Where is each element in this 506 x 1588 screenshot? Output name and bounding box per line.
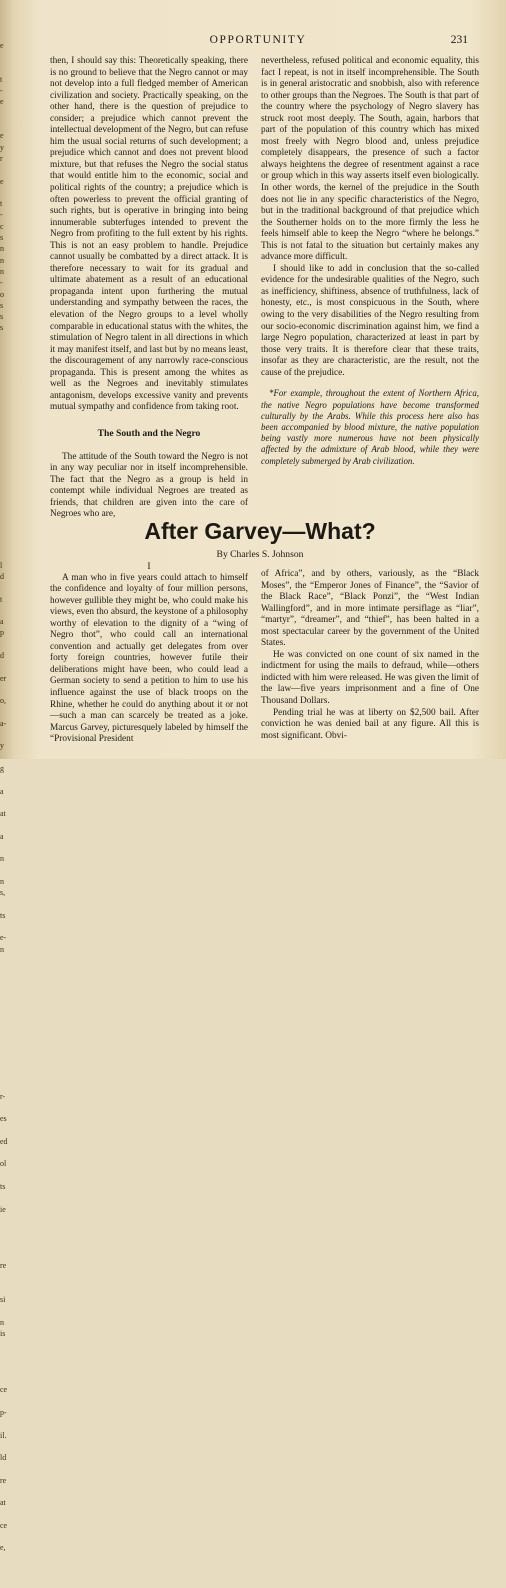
gutter-letter	[0, 345, 12, 356]
section-number: I	[147, 561, 151, 572]
gutter-letter	[0, 514, 12, 525]
gutter-letter	[0, 334, 12, 345]
gutter-letter	[0, 548, 12, 559]
gutter-letter	[0, 379, 12, 390]
gutter-letter	[0, 1045, 12, 1056]
article-title: After Garvey—What?	[144, 518, 376, 544]
gutter-letter: t	[0, 74, 3, 84]
gutter-letter	[0, 1418, 12, 1429]
gutter-letter	[0, 51, 12, 62]
gutter-letter	[0, 368, 12, 379]
gutter-letter: -	[0, 86, 3, 96]
gutter-letter	[0, 966, 12, 977]
gutter-letter	[0, 752, 12, 763]
gutter-letter	[0, 1102, 12, 1113]
gutter-letter: er	[0, 673, 7, 683]
gutter-letter	[0, 435, 12, 446]
gutter-letter	[0, 1362, 12, 1373]
gutter-letter: a	[0, 831, 4, 841]
gutter-letter: a	[0, 786, 4, 796]
gutter-letter: g	[0, 764, 4, 773]
gutter-letter	[0, 1192, 12, 1203]
gutter-letter: is	[0, 1328, 6, 1338]
gutter-letter	[0, 1396, 12, 1407]
gutter-letter: si	[0, 1294, 6, 1304]
gutter-letter	[0, 1271, 12, 1282]
gutter-letter: n	[0, 1317, 4, 1327]
gutter-letter: ce	[0, 1385, 8, 1395]
section-subheading: The South and the Negro	[97, 427, 201, 439]
gutter-letter	[0, 1373, 12, 1384]
gutter-letter	[0, 1509, 12, 1520]
gutter-letter	[0, 526, 12, 537]
gutter-letter: d	[0, 571, 4, 581]
gutter-letter	[0, 164, 12, 175]
gutter-letter: o,	[0, 696, 6, 706]
gutter-letter	[0, 119, 12, 130]
gutter-letter: e	[0, 176, 4, 186]
gutter-letter	[0, 797, 12, 808]
gutter-letter	[0, 1012, 12, 1023]
gutter-letter	[0, 1170, 12, 1181]
gutter-letter: l	[0, 560, 3, 570]
gutter-letter: n	[0, 255, 4, 265]
article-byline: By Charles S. Johnson	[216, 549, 304, 560]
gutter-letter: e	[0, 97, 4, 107]
adjacent-page-gutter	[0, 40, 12, 1553]
gutter-letter: n	[0, 876, 4, 886]
gutter-letter: ce	[0, 1520, 8, 1530]
gutter-letter: y	[0, 741, 4, 751]
running-header	[40, 34, 476, 48]
gutter-letter	[0, 1237, 12, 1248]
gutter-letter	[0, 1463, 12, 1474]
gutter-letter: re	[0, 1475, 7, 1485]
gutter-letter	[0, 774, 12, 785]
gutter-letter	[0, 729, 12, 740]
gutter-letter	[0, 492, 12, 503]
gutter-letter	[0, 63, 12, 74]
gutter-letter	[0, 1283, 12, 1294]
gutter-letter	[0, 955, 12, 966]
gutter-letter: s	[0, 300, 4, 310]
article-left-column	[50, 561, 248, 746]
gutter-letter	[0, 481, 12, 492]
gutter-letter	[0, 424, 12, 435]
gutter-letter	[0, 1305, 12, 1316]
gutter-letter	[0, 978, 12, 989]
gutter-letter: n	[0, 944, 4, 954]
gutter-letter: n	[0, 854, 4, 864]
gutter-letter	[0, 1147, 12, 1158]
gutter-letter: re	[0, 1261, 7, 1271]
gutter-letter	[0, 1000, 12, 1011]
gutter-letter	[0, 921, 12, 932]
gutter-letter: y	[0, 142, 4, 152]
paragraph: nevertheless, refused political and economic equality, this fact I repeat, is not in itself incomprehensible. The South is in general aristocratic and snobbish, also with reference to other groups than the Negroes. The South is that part of the country where the psychology of Negro slavery has struck root most deeply. The South, again, harbors that part of the population of this country which has mixed most freely with Negro blood and, unless prejudice completely disappears, the presence of such a factor always heightens the degree of resentment against a race or group which in this way asserts itself even biologically. In other words, the kernel of the prejudice in the South does not lie in any specific characteristics of the Negro, but in the traditional background of that prejudice which the Southerner holds on to the more firmly the less he feels himself able to keep the Negro “where he belongs.” This is not fatal to the situation but certainly makes any advance more difficult.	[261, 56, 479, 263]
gutter-letter	[0, 1079, 12, 1090]
gutter-letter: -	[0, 278, 3, 288]
gutter-letter	[0, 447, 12, 458]
gutter-letter	[0, 1057, 12, 1068]
gutter-letter	[0, 1565, 12, 1576]
gutter-letter: -	[0, 210, 3, 220]
gutter-letter: p	[0, 628, 4, 638]
gutter-letter	[0, 899, 12, 910]
gutter-letter: d	[0, 651, 4, 661]
paragraph: then, I should say this: Theoretically speaking, there is no ground to believe that the Negro cannot or may not develop into a full fledged member of American civilization and society. Practically speaking, on the other hand, there is the question of prejudice to consider; a prejudice which cannot prevent the intellectual development of the Negro, but can refuse him the usual social returns of such development; a prejudice which cannot and does not prevent blood mixture, but that refuses the Negro the social status that would entitle him to the economic, social and political rights of the country; a prejudice which is often powerless to prevent the official granting of such rights, but is operative in bringing into being innumerable subterfuges intended to prevent the Negro from profiting to the full extent by his rights. This is not an easy problem to handle. Prejudice cannot usually be combatted by a direct attack. It is therefore necessary to wait for its gradual and ultimate abatement as a result of an educational propaganda intent upon furthering the mutual understanding and sympathy between the races, the elevation of the Negro groups to a level wholly comparable in educational status with the whites, the stimulation of Negro talent in all directions in which it may manifest itself, and last but by no means least, the discouragement of any narrowly race-conscious propaganda. This is present among the whites as well as the Negroes and inevitably stimulates antagonism, develops excessive vanity and prevents mutual sympathy and confidence from taking root.	[50, 56, 248, 413]
gutter-letter	[0, 1034, 12, 1045]
footnote: *For example, throughout the extent of Northern Africa, the native Negro populations have become transformed culturally by the Arabs. While this process here also has been accompanied by blood mixture, the native population being vastly more numerous have not been physically affected by the admixture of Arab blood, while they were completely submerged by Arab civilization.	[261, 388, 479, 466]
page-number: 231	[450, 34, 468, 46]
gutter-letter	[0, 503, 12, 514]
paragraph: I should like to add in conclusion that the so-called evidence for the undesirable qualities of the Negro, such as inefficiency, shiftiness, absence of truthfulness, lack of honesty, etc., is most conspicuous in the South, where owing to the very disabilities of the Negro resulting from our socio-economic discrimination against him, we find a large Negro population, characterized at least in part by those very traits. It is therefore clear that these traits, insofar as they are characteristic, are the result, not the cause of the prejudice.	[261, 263, 479, 378]
gutter-letter	[0, 402, 12, 413]
gutter-letter: ed	[0, 1136, 8, 1146]
gutter-letter	[0, 1125, 12, 1136]
gutter-letter	[0, 356, 12, 367]
gutter-letter	[0, 1226, 12, 1237]
gutter-letter	[0, 1554, 12, 1565]
gutter-letter: s	[0, 233, 4, 243]
gutter-letter: p-	[0, 1407, 7, 1417]
paragraph: A man who in five years could attach to himself the confidence and loyalty of four million persons, however gullible they might be, who could make his views, even tho absurd, the keystone of a philosophy worthy of elevation to the dignity of a “wing of Negro thot”, who could call an international convention and actually get delegates from over forty foreign countries, however futile their deliberations might have been, who could lead a German society to send a petition to him to use his influence against the use of black troops on the Rhine, whether he could do anything about it or not—such a man can scarcely be treated as a joke. Marcus Garvey, picturesquely labeled by himself the “Provisional President	[50, 572, 248, 745]
gutter-letter	[0, 1339, 12, 1350]
gutter-letter	[0, 1576, 12, 1587]
gutter-letter: s	[0, 323, 4, 333]
gutter-letter	[0, 1441, 12, 1452]
gutter-letter: e-	[0, 933, 7, 943]
gutter-letter: at	[0, 809, 6, 819]
gutter-letter	[0, 1023, 12, 1034]
gutter-letter	[0, 1068, 12, 1079]
gutter-letter: at	[0, 1498, 6, 1508]
gutter-letter: ts	[0, 910, 6, 920]
gutter-letter	[0, 605, 12, 616]
gutter-letter: il.	[0, 1430, 7, 1440]
gutter-letter	[0, 390, 12, 401]
gutter-letter	[0, 819, 12, 830]
gutter-letter: n	[0, 266, 4, 276]
gutter-letter	[0, 842, 12, 853]
gutter-letter	[0, 458, 12, 469]
gutter-letter: ol	[0, 1159, 7, 1169]
gutter-letter: e,	[0, 1543, 6, 1553]
paragraph: The attitude of the South toward the Negro is not in any way peculiar nor in itself incomprehensible. The fact that the Negro as a group is held in contempt while individual Negroes are treated as friends, that children are given into the care of Negroes who are,	[50, 451, 248, 520]
left-column	[50, 56, 248, 521]
paragraph: He was convicted on one count of six named in the indictment for using the mails to defraud, while—others indicted with him were released. He was given the limit of the law—five years imprisonment and a fine of One Thousand Dollars.	[261, 649, 479, 707]
gutter-letter	[0, 187, 12, 198]
gutter-letter	[0, 989, 12, 1000]
gutter-letter	[0, 413, 12, 424]
gutter-letter: n	[0, 244, 4, 254]
gutter-letter	[0, 582, 12, 593]
gutter-letter	[0, 684, 12, 695]
gutter-letter: c	[0, 221, 4, 231]
gutter-letter	[0, 865, 12, 876]
gutter-letter: e	[0, 131, 4, 141]
gutter-letter: a	[0, 617, 4, 627]
gutter-letter: t	[0, 594, 3, 604]
gutter-letter	[0, 1486, 12, 1497]
gutter-letter: r	[0, 153, 3, 163]
gutter-letter	[0, 1249, 12, 1260]
gutter-letter: s,	[0, 888, 6, 898]
gutter-letter	[0, 469, 12, 480]
gutter-letter: ts	[0, 1181, 6, 1191]
gutter-letter: r-	[0, 1091, 6, 1101]
gutter-letter: a-	[0, 718, 7, 728]
gutter-letter: ld	[0, 1453, 7, 1463]
gutter-letter: t	[0, 199, 3, 209]
gutter-letter: s	[0, 312, 4, 322]
paragraph: Pending trial he was at liberty on $2,500 bail. After conviction he was denied bail at any figure. All this is most significant. Obvi-	[261, 707, 479, 741]
gutter-letter: e	[0, 41, 4, 50]
gutter-letter: o	[0, 289, 4, 299]
gutter-letter: es	[0, 1114, 7, 1124]
gutter-letter	[0, 707, 12, 718]
article-right-column	[261, 569, 479, 742]
gutter-letter	[0, 1531, 12, 1542]
gutter-letter	[0, 639, 12, 650]
gutter-letter: ie	[0, 1204, 6, 1214]
gutter-letter	[0, 1350, 12, 1361]
gutter-letter	[0, 108, 12, 119]
gutter-letter	[0, 537, 12, 548]
right-column	[261, 56, 479, 467]
gutter-letter	[0, 1215, 12, 1226]
gutter-letter	[0, 661, 12, 672]
paragraph: of Africa”, and by others, variously, as the “Black Moses”, the “Emperor Jones of Finance”, the “Savior of the Black Race”, “Black Ponzi”, the “West Indian Wallingford”, and in more intimate persiflage as “liar”, “martyr”, “dreamer”, and “thief”, has been halted in a most spectacular career by the government of the United States.	[261, 569, 479, 649]
running-title: OPPORTUNITY	[209, 34, 307, 46]
